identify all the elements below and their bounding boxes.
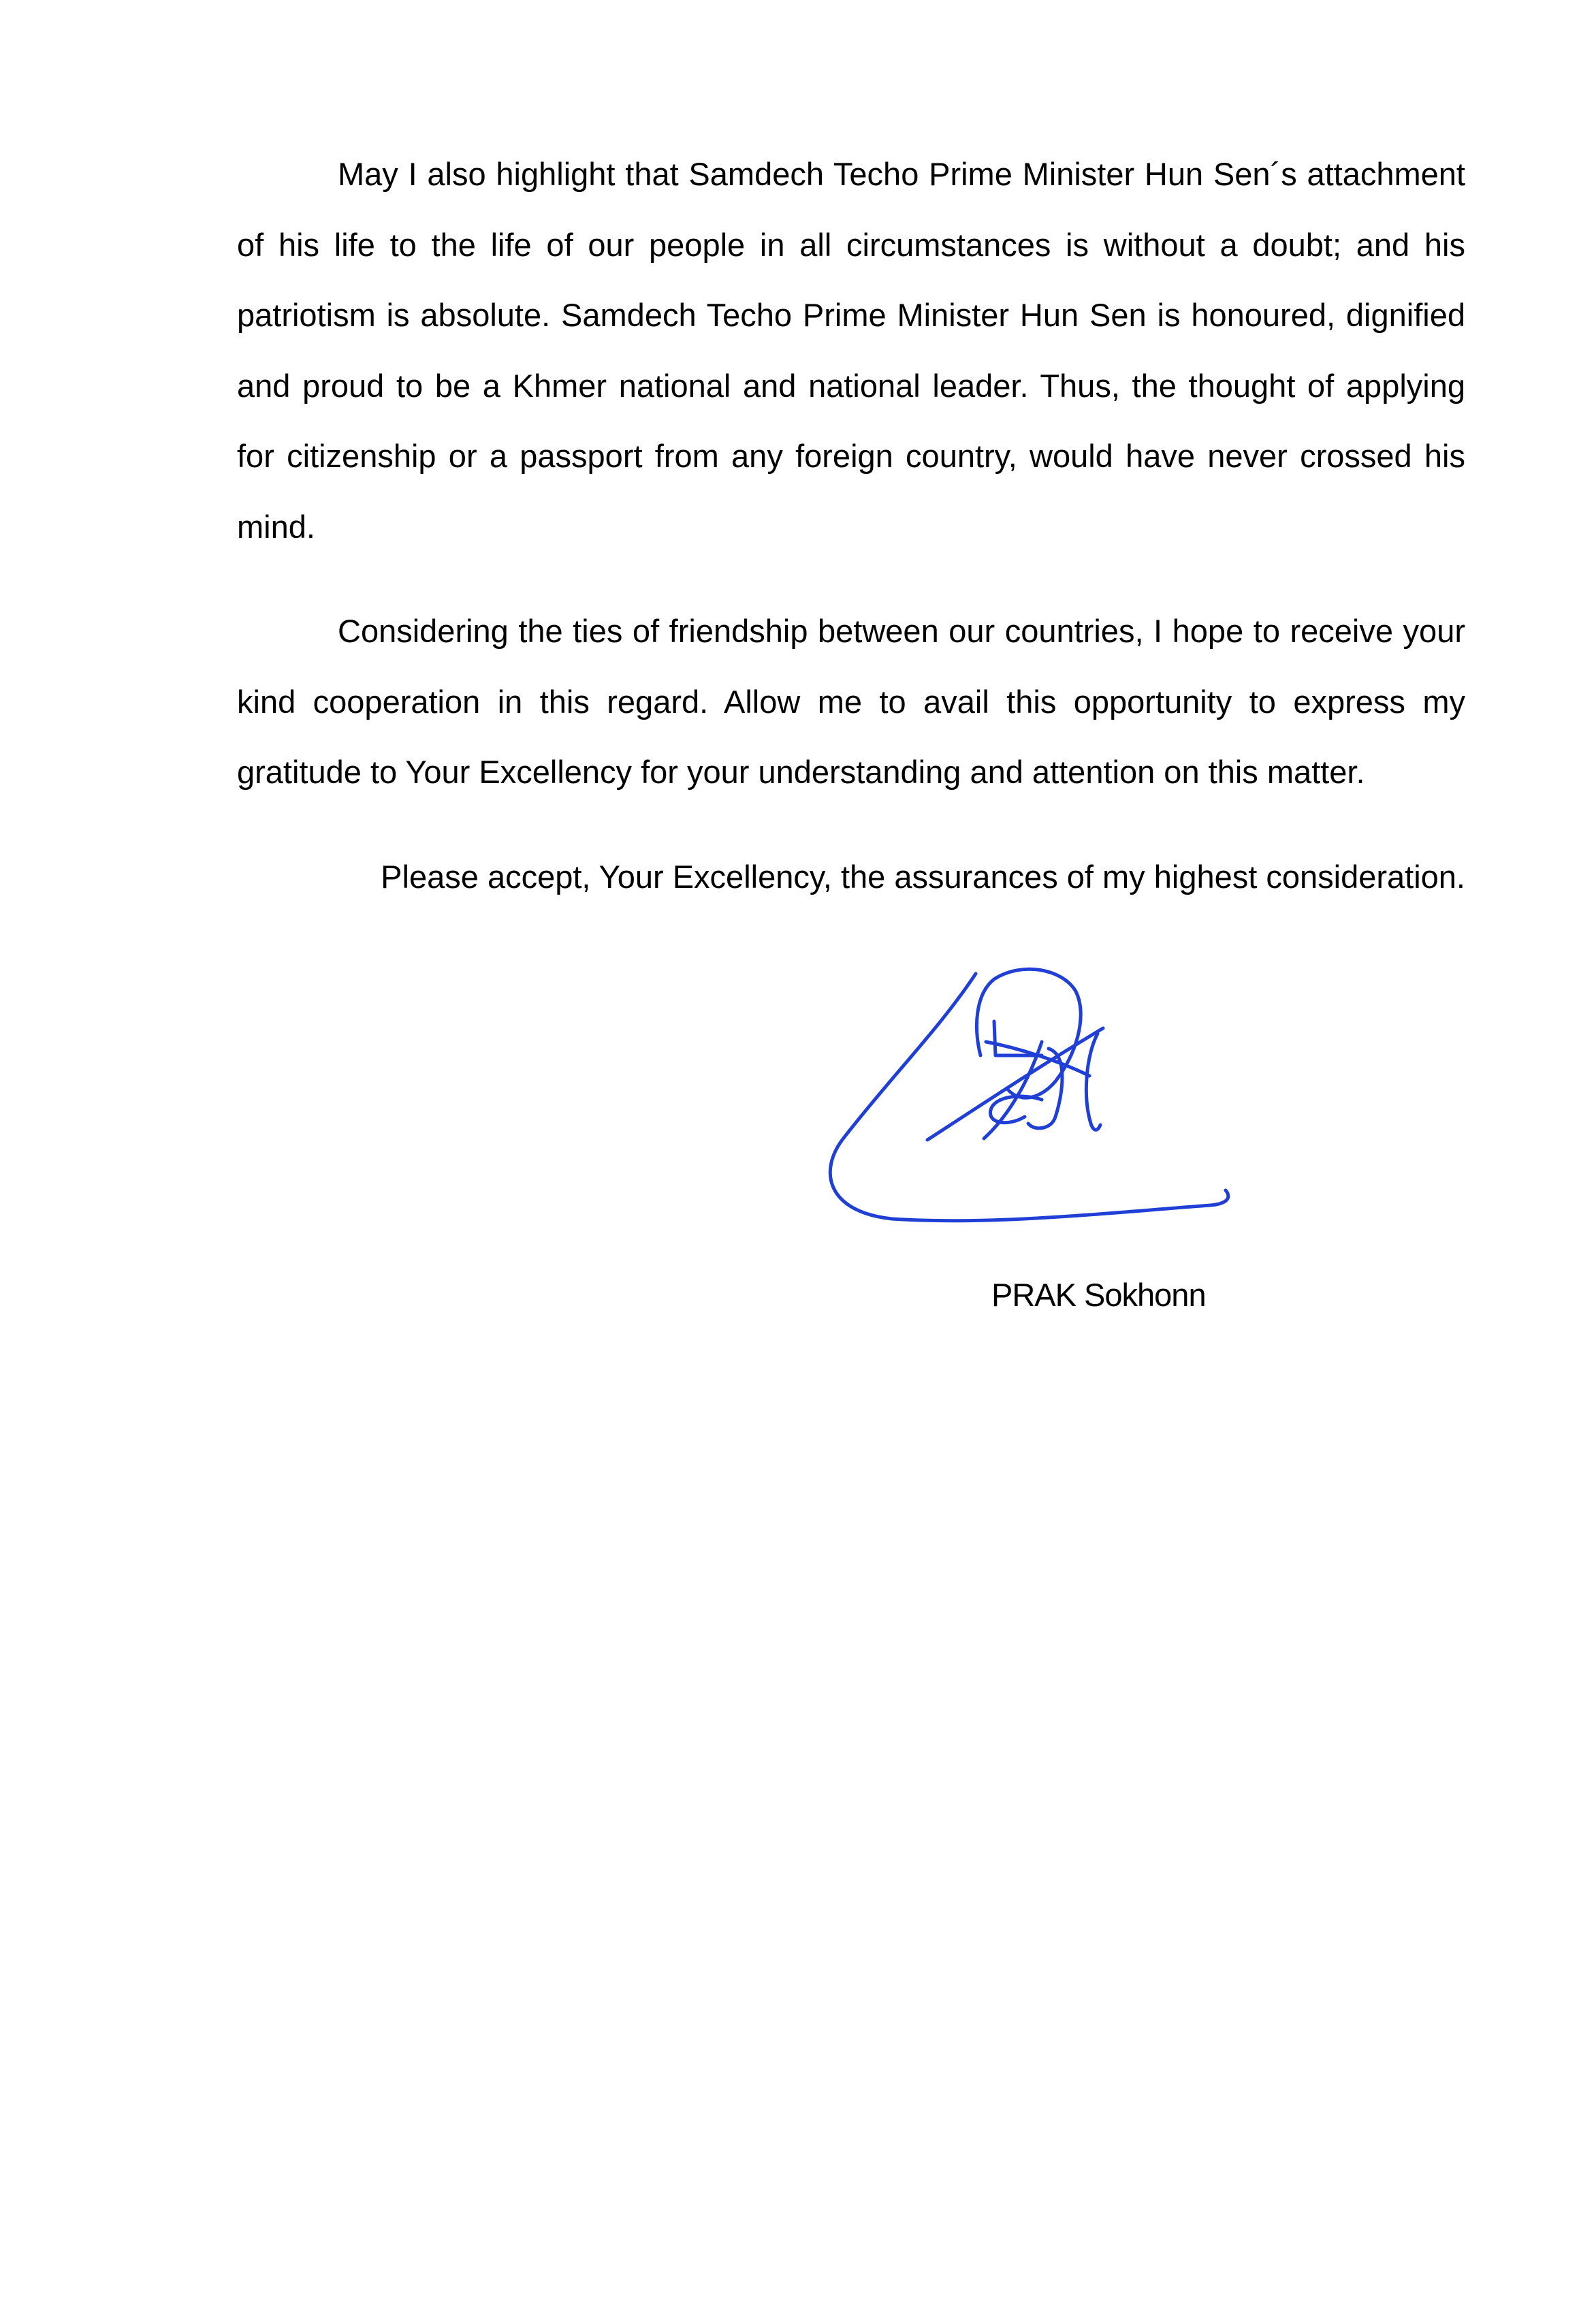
paragraph-cooperation: Considering the ties of friendship between our countries, I hope to receive your kind cooperation in this regard. Allow me to avail this opportunity to express my gratitude to Your Excellency for your understanding and attention on this matter.	[237, 613, 1465, 790]
signature	[817, 953, 1253, 1239]
letter-body	[237, 139, 1465, 912]
paragraph-citizenship: May I also highlight that Samdech Techo Prime Minister Hun Sen´s attachment of his life to the life of our people in all circumstances is without a doubt; and his patriotism is absolute. Samdech Techo Prime Minister Hun Sen is honoured, dignified and proud to be a Khmer national and national leader. Thus, the thought of applying for citizenship or a passport from any foreign country, would have never crossed his mind.	[237, 156, 1465, 545]
signature-icon	[817, 953, 1253, 1239]
signatory-name: PRAK Sokhonn	[991, 1277, 1206, 1313]
closing-line: Please accept, Your Excellency, the assurances of my highest consideration.	[381, 858, 1465, 895]
